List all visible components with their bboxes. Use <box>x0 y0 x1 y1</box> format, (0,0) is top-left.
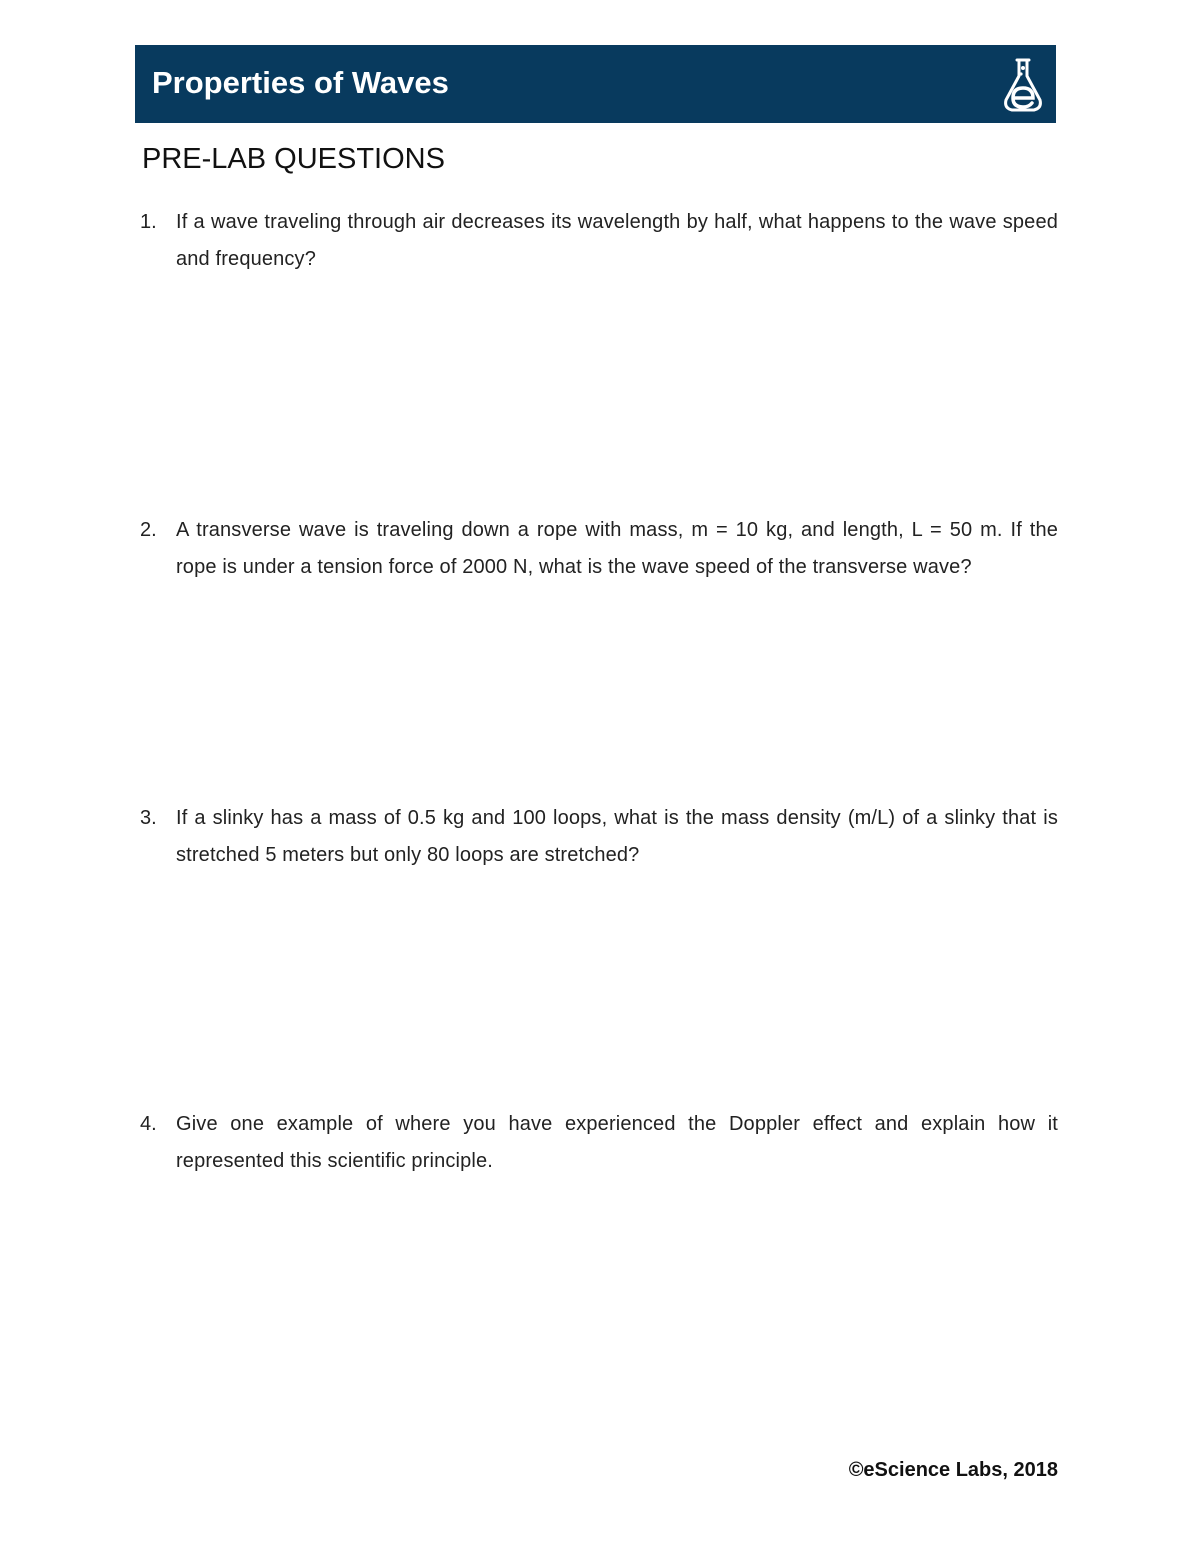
copyright-footer: ©eScience Labs, 2018 <box>848 1459 1058 1481</box>
question-text: A transverse wave is traveling down a rope with mass, m = 10 kg, and length, L = 50 m. If the rope is under a tension force of 2000 N, what is the wave speed of the transverse wave? <box>176 519 1058 578</box>
page-title: Properties of Waves <box>152 65 449 100</box>
question-number: 3. <box>140 807 157 829</box>
question-number: 4. <box>140 1113 157 1135</box>
question-text: If a wave traveling through air decreases its wavelength by half, what happens to the wave speed and frequency? <box>176 211 1058 270</box>
question-item <box>140 1106 1058 1180</box>
question-item <box>140 512 1058 586</box>
question-text: If a slinky has a mass of 0.5 kg and 100 loops, what is the mass density (m/L) of a slinky that is stretched 5 meters but only 80 loops are stretched? <box>176 807 1058 866</box>
question-number: 2. <box>140 519 157 541</box>
section-heading: PRE-LAB QUESTIONS <box>142 143 445 175</box>
question-number: 1. <box>140 211 157 233</box>
flask-e-logo-icon <box>1000 54 1046 114</box>
header-bar <box>135 45 1056 123</box>
question-text: Give one example of where you have experienced the Doppler effect and explain how it represented this scientific principle. <box>176 1113 1058 1172</box>
question-item <box>140 204 1058 278</box>
question-item <box>140 800 1058 874</box>
